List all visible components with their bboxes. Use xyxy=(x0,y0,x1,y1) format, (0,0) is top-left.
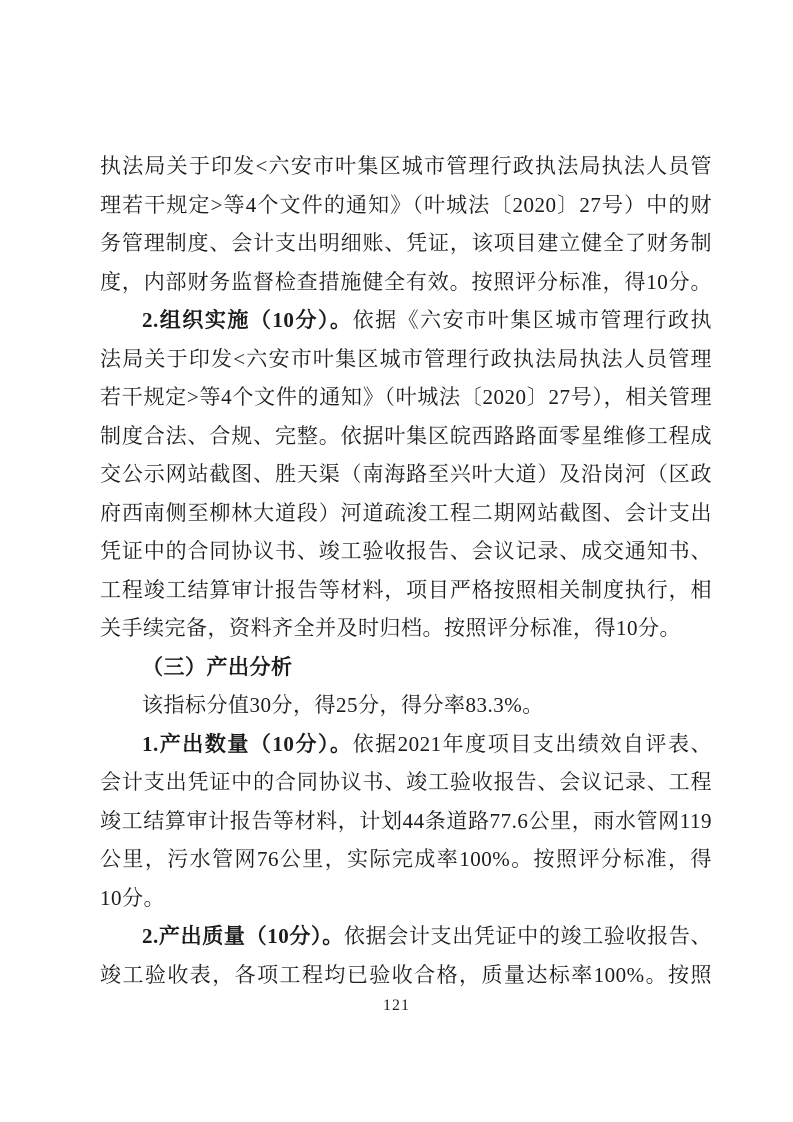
text-line xyxy=(100,263,712,302)
text-line xyxy=(100,609,712,648)
text-line xyxy=(100,686,712,725)
text-segment: 凭证中的合同协议书、竣工验收报告、会议记录、成交通知书、 xyxy=(100,539,712,563)
text-segment: 依据会计支出凭证中的竣工验收报告、 xyxy=(343,924,712,948)
bold-text-segment: 2.产出质量（10分）。 xyxy=(142,924,344,948)
text-line xyxy=(100,648,712,687)
text-segment: 府西南侧至柳林大道段）河道疏浚工程二期网站截图、会计支出 xyxy=(100,500,712,525)
text-segment: 务管理制度、会计支出明细账、凭证，该项目建立健全了财务制 xyxy=(100,231,712,255)
text-line xyxy=(100,917,712,956)
text-segment: 依据2021年度项目支出绩效自评表、 xyxy=(352,731,712,756)
text-segment: 制度合法、合规、完整。依据叶集区皖西路路面零星维修工程成 xyxy=(100,423,712,448)
text-segment: 度，内部财务监督检查措施健全有效。按照评分标准，得10分。 xyxy=(100,269,712,294)
text-segment: 该指标分值30分，得25分，得分率83.3%。 xyxy=(142,693,544,717)
text-segment: 公里，污水管网76公里，实际完成率100%。按照评分标准，得 xyxy=(100,847,712,871)
text-line xyxy=(100,378,712,417)
bold-text-segment: 1.产出数量（10分）。 xyxy=(142,731,353,756)
text-segment: 工程竣工结算审计报告等材料，项目严格按照相关制度执行，相 xyxy=(100,577,712,602)
text-segment: 会计支出凭证中的合同协议书、竣工验收报告、会议记录、工程 xyxy=(100,770,712,794)
text-line xyxy=(100,532,712,571)
text-line xyxy=(100,725,712,764)
text-line xyxy=(100,802,712,841)
text-line xyxy=(100,840,712,879)
text-line xyxy=(100,417,712,456)
text-line xyxy=(100,956,712,995)
text-segment: 竣工结算审计报告等材料，计划44条道路77.6公里，雨水管网119 xyxy=(100,808,712,833)
text-segment: 理若干规定>等4个文件的通知》（叶城法〔2020〕27号）中的财 xyxy=(100,192,712,217)
text-line xyxy=(100,147,712,186)
text-segment: 竣工验收表，各项工程均已验收合格，质量达标率100%。按照 xyxy=(100,962,712,987)
bold-text-segment: 2.组织实施（10分）。 xyxy=(142,308,353,332)
text-line xyxy=(100,224,712,263)
text-segment: 依据《六安市叶集区城市管理行政执 xyxy=(352,308,712,332)
text-segment: 交公示网站截图、胜天渠（南海路至兴叶大道）及沿岗河（区政 xyxy=(100,462,712,486)
text-line xyxy=(100,763,712,802)
text-segment: 若干规定>等4个文件的通知》（叶城法〔2020〕27号），相关管理 xyxy=(100,385,712,409)
text-line xyxy=(100,494,712,533)
text-line xyxy=(100,879,712,918)
text-segment: 法局关于印发<六安市叶集区城市管理行政执法局执法人员管理 xyxy=(100,346,712,371)
bold-text-segment: （三）产出分析 xyxy=(142,654,293,679)
text-segment: 10分。 xyxy=(100,885,165,910)
body-text xyxy=(100,147,712,994)
text-line xyxy=(100,340,712,379)
text-line xyxy=(100,301,712,340)
text-line xyxy=(100,186,712,225)
text-line xyxy=(100,455,712,494)
page-number: 121 xyxy=(383,997,410,1014)
text-segment: 关手续完备，资料齐全并及时归档。按照评分标准，得10分。 xyxy=(100,616,681,640)
text-line xyxy=(100,571,712,610)
text-segment: 执法局关于印发<六安市叶集区城市管理行政执法局执法人员管 xyxy=(100,154,712,178)
